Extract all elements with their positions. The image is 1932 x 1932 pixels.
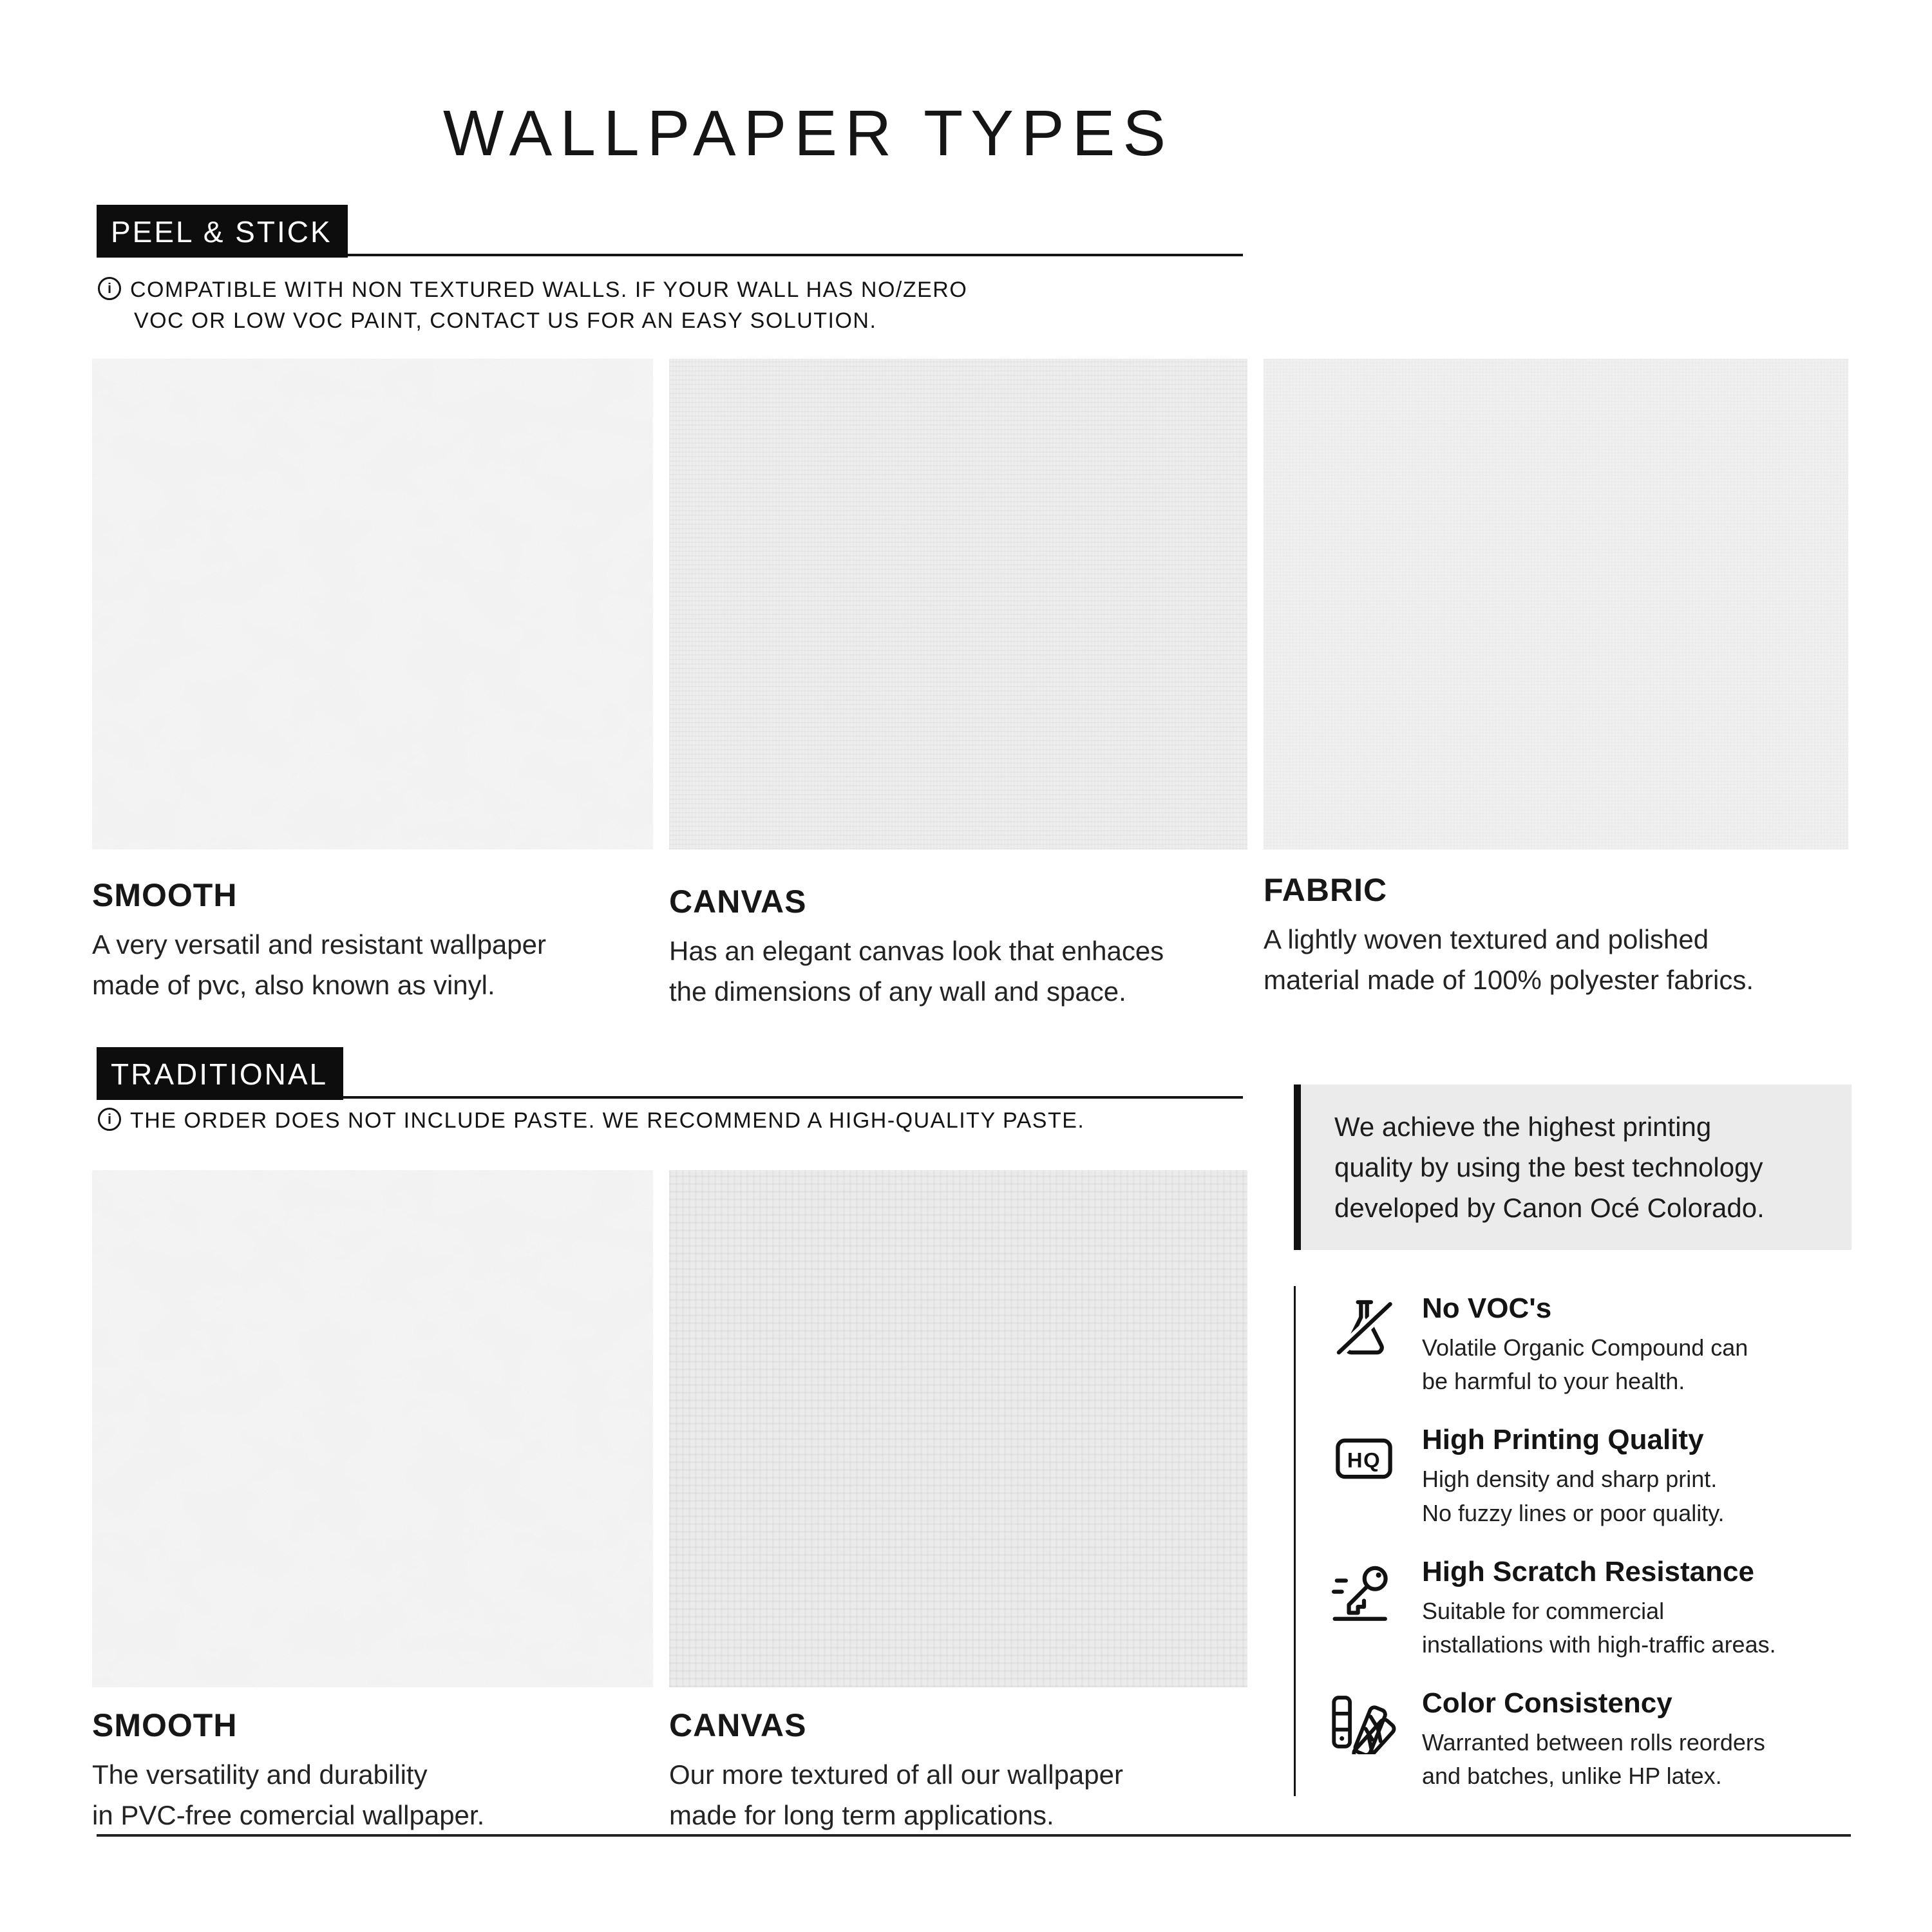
desc-line: made of pvc, also known as vinyl. [92, 970, 495, 1000]
type-card-smooth-traditional [92, 1170, 653, 1835]
quality-note-line: We achieve the highest printing [1334, 1112, 1712, 1142]
feature-high-printing-quality [1329, 1424, 1852, 1530]
feature-color-consistency [1329, 1687, 1852, 1793]
feature-title: High Scratch Resistance [1422, 1555, 1754, 1587]
type-description [1264, 919, 1848, 1000]
desc-line: and batches, unlike HP latex. [1422, 1763, 1722, 1790]
type-description [669, 1754, 1247, 1835]
peel-stick-note [98, 274, 967, 337]
fabric-texture-swatch [1264, 359, 1848, 849]
feature-text [1422, 1556, 1776, 1662]
weave-overlay [669, 1170, 1247, 1687]
feature-title: No VOC's [1422, 1293, 1552, 1324]
coarse-canvas-texture-swatch [669, 1170, 1247, 1687]
feature-description [1422, 1726, 1765, 1793]
smooth-texture-swatch [92, 359, 653, 849]
desc-line: Volatile Organic Compound can [1422, 1334, 1748, 1361]
desc-line: material made of 100% polyester fabrics. [1264, 965, 1754, 995]
traditional-header-rule [343, 1096, 1243, 1099]
feature-scratch-resistance [1329, 1556, 1852, 1662]
quality-sidebar [1294, 1084, 1852, 1796]
traditional-note [98, 1105, 1084, 1136]
type-name: SMOOTH [92, 877, 238, 913]
desc-line: A very versatil and resistant wallpaper [92, 929, 546, 960]
desc-line: Suitable for commercial [1422, 1597, 1665, 1624]
page-title: WALLPAPER TYPES [442, 97, 1174, 169]
feature-description [1422, 1463, 1725, 1530]
peel-stick-header-rule [348, 254, 1243, 256]
desc-line: Our more textured of all our wallpaper [669, 1759, 1123, 1790]
peel-stick-label: PEEL & STICK [97, 205, 348, 258]
feature-text [1422, 1293, 1748, 1398]
traditional-types-row [92, 1170, 1247, 1835]
weave-overlay [1264, 359, 1848, 849]
type-name: CANVAS [669, 884, 807, 920]
note-line: THE ORDER DOES NOT INCLUDE PASTE. WE RECOMMEND A HIGH-QUALITY PASTE. [130, 1108, 1085, 1133]
svg-text:HQ: HQ [1347, 1448, 1381, 1472]
feature-description [1422, 1331, 1748, 1398]
desc-line: in PVC-free comercial wallpaper. [92, 1800, 485, 1830]
hq-badge-icon [1329, 1426, 1399, 1491]
type-name: CANVAS [669, 1707, 807, 1743]
traditional-label: TRADITIONAL [97, 1047, 343, 1100]
traditional-section-header [97, 1047, 1243, 1100]
quality-note-line: developed by Canon Océ Colorado. [1334, 1193, 1765, 1223]
feature-no-voc [1329, 1293, 1852, 1398]
flask-crossed-icon [1329, 1295, 1399, 1359]
type-name: SMOOTH [92, 1707, 238, 1743]
desc-line: installations with high-traffic areas. [1422, 1631, 1776, 1658]
desc-line: be harmful to your health. [1422, 1368, 1685, 1395]
type-description [92, 1754, 653, 1835]
feature-text [1422, 1424, 1725, 1530]
desc-line: High density and sharp print. [1422, 1466, 1718, 1493]
feature-list [1294, 1286, 1852, 1796]
type-description [92, 924, 653, 1005]
info-icon: i [98, 1108, 121, 1131]
printing-quality-callout [1294, 1084, 1852, 1250]
type-card-canvas [669, 359, 1247, 1012]
feature-title: High Printing Quality [1422, 1424, 1704, 1456]
desc-line: made for long term applications. [669, 1800, 1054, 1830]
note-line: VOC OR LOW VOC PAINT, CONTACT US FOR AN EASY SOLUTION. [134, 308, 877, 334]
desc-line: Has an elegant canvas look that enhaces [669, 936, 1164, 966]
desc-line: The versatility and durability [92, 1759, 428, 1790]
type-name: FABRIC [1264, 872, 1388, 908]
desc-line: No fuzzy lines or poor quality. [1422, 1499, 1725, 1526]
peel-stick-types-row [92, 359, 1848, 1012]
quality-note-line: quality by using the best technology [1334, 1152, 1763, 1182]
type-card-smooth [92, 359, 653, 1005]
bottom-divider-rule [97, 1834, 1851, 1837]
traditional-note-text [130, 1105, 1084, 1136]
desc-line: Warranted between rolls reorders [1422, 1729, 1765, 1756]
feature-text [1422, 1687, 1765, 1793]
key-icon [1329, 1558, 1399, 1623]
type-card-canvas-traditional [669, 1170, 1247, 1835]
note-line: COMPATIBLE WITH NON TEXTURED WALLS. IF YOUR WALL HAS NO/ZERO [130, 278, 968, 302]
peel-stick-section-header [97, 205, 1243, 258]
color-swatch-fan-icon [1329, 1690, 1399, 1754]
desc-line: A lightly woven textured and polished [1264, 924, 1709, 954]
weave-overlay [669, 359, 1247, 849]
type-description [669, 931, 1247, 1012]
info-icon: i [98, 277, 121, 300]
peel-stick-note-text [130, 274, 967, 337]
desc-line: the dimensions of any wall and space. [669, 976, 1126, 1007]
smooth-texture-swatch [92, 1170, 653, 1687]
type-card-fabric [1264, 359, 1848, 1000]
canvas-texture-swatch [669, 359, 1247, 849]
feature-description [1422, 1595, 1776, 1662]
feature-title: Color Consistency [1422, 1687, 1672, 1719]
